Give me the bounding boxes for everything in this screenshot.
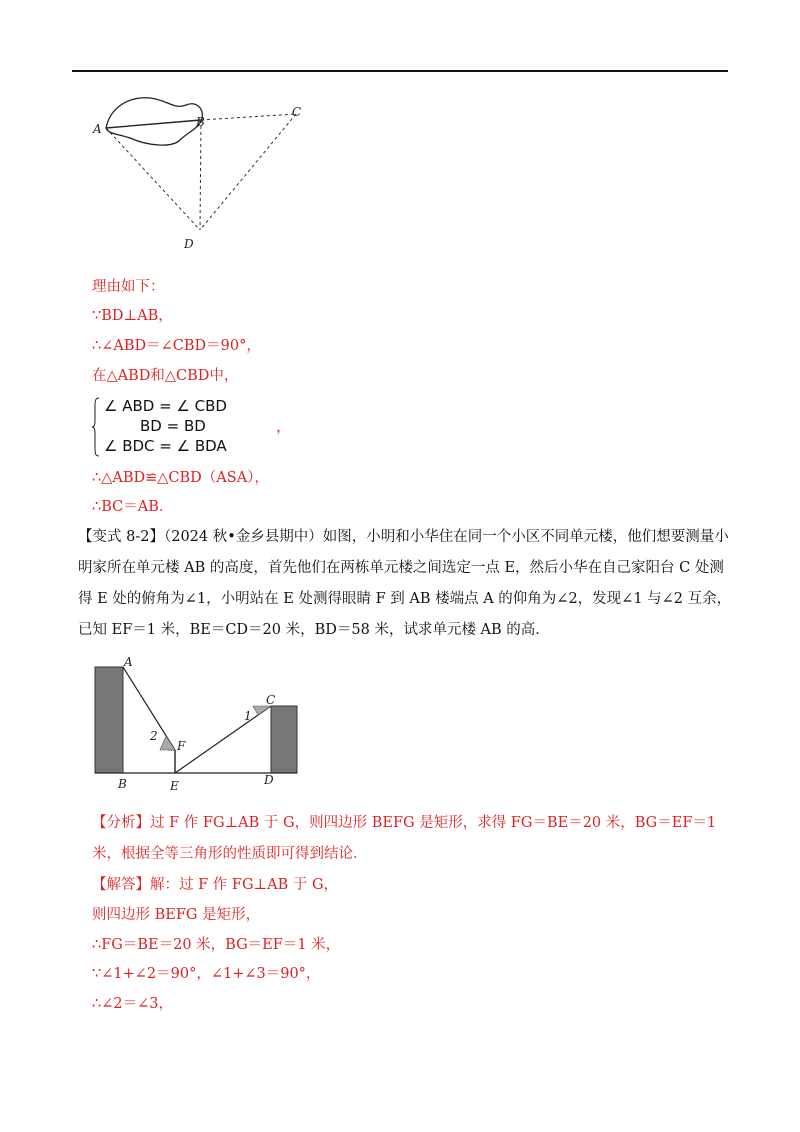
label-angle-2: 2 xyxy=(150,729,158,743)
solution-lead-line xyxy=(92,875,338,895)
reason-step-3: 在△ABD和△CBD中， xyxy=(92,368,239,384)
reason-conclusion-1: ∴△ABD≌△CBD（ASA）， xyxy=(92,470,269,486)
problem-source: （2024 秋•金乡县期中） xyxy=(163,529,323,545)
system-row-1: ∠ ABD = ∠ CBD xyxy=(104,397,227,415)
reason-step-2: ∴∠ABD＝∠CBD＝90°， xyxy=(92,338,261,354)
left-brace xyxy=(92,397,100,457)
problem-block xyxy=(78,522,738,646)
label-e: E xyxy=(170,779,179,793)
line-bd xyxy=(200,120,201,230)
problem-tag: 【变式 8-2】 xyxy=(78,529,164,545)
figure-2-diagram xyxy=(88,652,310,797)
angle-1-mark xyxy=(253,706,271,715)
building-ab xyxy=(95,667,123,773)
solution-step-2: ∴FG＝BE＝20 米，BG＝EF＝1 米， xyxy=(92,937,341,953)
angle-2-mark xyxy=(160,736,175,750)
reason-intro: 理由如下： xyxy=(92,279,165,295)
solution-step-4: ∴∠2＝∠3， xyxy=(92,996,173,1012)
label-d: D xyxy=(264,773,274,787)
reason-conclusion-2: ∴BC＝AB． xyxy=(92,499,174,515)
system-row-3: ∠ BDC = ∠ BDA xyxy=(104,437,227,455)
equation-system xyxy=(92,395,292,461)
label-b: B xyxy=(118,777,127,791)
solution-step-1: 则四边形 BEFG 是矩形， xyxy=(92,907,261,923)
analysis-text: 过 F 作 FG⊥AB 于 G，则四边形 BEFG 是矩形，求得 FG＝BE＝20 米，BG＝EF＝1 米，根据全等三角形的性质即可得到结论． xyxy=(92,815,717,862)
reason-step-1: ∵BD⊥AB， xyxy=(92,308,173,324)
label-c: C xyxy=(292,105,302,119)
solution-step-3: ∵∠1+∠2＝90°，∠1+∠3＝90°， xyxy=(92,966,321,982)
analysis-tag: 【分析】 xyxy=(92,815,150,831)
figure-1-diagram xyxy=(88,90,318,255)
label-angle-1: 1 xyxy=(244,709,252,723)
header-rule xyxy=(72,70,728,72)
problem-text: 如图，小明和小华住在同一个小区不同单元楼，他们想要测量小明家所在单元楼 AB 的高度，首先他们在两栋单元楼之间选定一点 E，然后小华在自己家阳台 C 处测得 E 处的俯角为∠1，小明站在 E 处测得眼睛 F 到 AB 楼端点 A 的仰角为∠2，发现∠1 与∠2 互余，已知 EF＝1 米，BE＝CD＝20 米，BD＝58 米，试求单元楼 AB 的高． xyxy=(78,529,732,638)
line-bc xyxy=(201,114,296,120)
label-a: A xyxy=(124,655,133,669)
solution-lead: 解：过 F 作 FG⊥AB 于 G， xyxy=(150,877,339,893)
line-ec xyxy=(175,706,271,773)
label-c: C xyxy=(266,693,276,707)
analysis-block xyxy=(92,808,738,870)
label-f: F xyxy=(177,739,186,753)
solution-tag: 【解答】 xyxy=(92,877,150,893)
building-cd xyxy=(271,706,297,773)
label-a: A xyxy=(93,122,102,136)
line-ad xyxy=(106,128,200,230)
label-b: B xyxy=(196,115,205,129)
label-d: D xyxy=(184,237,194,251)
system-row-2: BD = BD xyxy=(140,417,206,435)
system-tail: ， xyxy=(276,417,292,435)
line-ab xyxy=(106,120,201,128)
line-cd xyxy=(200,114,296,230)
